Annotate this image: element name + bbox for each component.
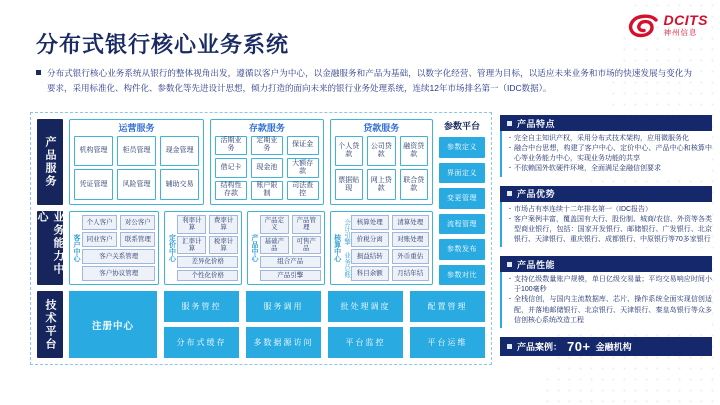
section-header: [500, 115, 712, 131]
feature-bullet: · 完全自主知识产权，采用分布式技术架构，应用微服务化: [508, 134, 712, 144]
section-product-advantages: [500, 186, 712, 248]
center-item: 月结年结: [392, 266, 429, 281]
service-item: 司法查控: [287, 181, 319, 200]
center-item: 个人客户: [82, 215, 117, 230]
tech-item: 配置管理: [410, 291, 485, 322]
center-item: 差异化价格: [177, 256, 238, 267]
center-item: 可售产品: [292, 236, 321, 255]
service-item: 柜员管理: [117, 136, 156, 167]
tech-item: 批处理调度: [328, 291, 403, 322]
section-header: [500, 186, 712, 202]
service-item: 辅助交易: [160, 169, 199, 200]
tech-item: 服务调用: [246, 291, 321, 322]
param-item: 界面定义: [439, 163, 485, 184]
center-item: 同业客户: [82, 232, 117, 247]
section-title: 产品特点: [517, 118, 556, 129]
bullet-square-icon: [507, 191, 512, 196]
center-item: 客户协议管理: [82, 266, 155, 281]
center-item: 客户关系管理: [82, 249, 155, 264]
service-item: 现金管理: [160, 136, 199, 167]
center-item: 清算处理: [392, 215, 429, 230]
param-platform: [439, 119, 485, 285]
center-item: 利率计算: [177, 215, 206, 234]
service-item: 账户限制: [251, 181, 283, 200]
deposit-services-group: [210, 119, 323, 205]
param-item: 参数定义: [439, 137, 485, 158]
center-item: 费率计算: [209, 215, 238, 234]
performance-bullet: · 支持亿级数量账户规模，单日亿级交易量；平均交易响应时间小于100毫秒: [508, 275, 712, 295]
center-item: 产品定义: [260, 215, 289, 234]
param-item: 流程管理: [439, 214, 485, 235]
center-item: 科目余额: [351, 266, 388, 281]
service-item: 活期业务: [215, 136, 247, 155]
intro-paragraph: [36, 66, 692, 96]
center-item: 产品管理: [292, 215, 321, 234]
registry-center-box: 注册中心: [69, 291, 157, 358]
dcits-logo: [626, 13, 709, 44]
accounting-sublabel: 会计引擎: [343, 218, 351, 245]
logo-brand-text: DCITS: [663, 12, 708, 28]
info-panel: [500, 115, 712, 356]
pricing-center: [164, 211, 242, 285]
service-item: 票据贴现: [335, 169, 363, 200]
product-center: [247, 211, 325, 285]
bullet-square-icon: [36, 70, 41, 75]
accounting-sublabel: 业务总账: [343, 251, 351, 278]
service-item: 风险管理: [117, 169, 156, 200]
service-item: 结构性存款: [215, 181, 247, 200]
service-item: 个人贷款: [335, 136, 363, 167]
advantage-bullet: · 市场占有率连续十二年排名第一（IDC报告）: [508, 205, 712, 215]
center-item: 核算处理: [351, 215, 388, 230]
bullet-square-icon: [507, 344, 512, 349]
page-title: 分布式银行核心业务系统: [36, 32, 290, 57]
product-services-row: [69, 119, 433, 205]
section-header: [500, 256, 712, 272]
customer-center: [69, 211, 159, 285]
center-item: 对账处理: [392, 232, 429, 247]
service-item: 定期业务: [251, 136, 283, 155]
center-item: 对公客户: [120, 215, 155, 230]
center-label: 客户中心: [73, 234, 80, 262]
service-item: 现金池: [251, 158, 283, 177]
sidebar-capability-center: 业务能力中心: [37, 211, 63, 285]
cases-suffix: 金融机构: [595, 341, 632, 352]
advantage-bullet: · 客户案例丰富，覆盖国有大行、股份制、城商/农信、外资等各类型商业银行，包括：国家开发银行、邮储银行、广发银行、北京银行、天津银行、重庆银行、成都银行、中原银行等70多家银行: [508, 215, 712, 245]
center-item: 价税分离: [351, 232, 388, 247]
tech-item: 分布式缓存: [164, 327, 239, 358]
center-item: 外币重估: [392, 249, 429, 264]
group-title: 存款服务: [248, 123, 285, 133]
service-item: 借记卡: [215, 158, 247, 177]
logo-subbrand-text: 神州信息: [663, 28, 698, 37]
param-platform-title: 参数平台: [443, 121, 480, 131]
section-product-performance: [500, 256, 712, 328]
feature-bullet: · 融合中台思想，构建了客户中心、定价中心、产品中心和核算中心等业务能力中心，实现业务功能的共享: [508, 144, 712, 164]
tech-item: 平台监控: [328, 327, 403, 358]
feature-bullet: · 不依赖国外软硬件环境，全面满足金融信创要求: [508, 164, 712, 174]
param-item: 参数发布: [439, 239, 485, 260]
tech-item: 多数据源访问: [246, 327, 321, 358]
service-item: 网上贷款: [367, 169, 395, 200]
loan-services-group: [330, 119, 433, 205]
center-item: 损益结转: [351, 249, 388, 264]
center-item: 税率计算: [209, 236, 238, 255]
intro-text: 分布式银行核心业务系统从银行的整体视角出发，遵循以客户为中心，以金融服务和产品为基础，以数字化经营、管理为目标，以适应未来业务和市场的快速发展与变化为要求，采用标准化、构件化、参数化等先进设计思想，倾力打造的面向未来的银行业务处理系统，连续12年市场排名第一（IDC数据）。: [47, 68, 692, 93]
service-item: 保证金: [287, 136, 319, 155]
service-item: 机构管理: [74, 136, 113, 167]
service-item: 联合贷款: [400, 169, 428, 200]
cases-count: 70+: [567, 338, 591, 354]
service-item: 凭证管理: [74, 169, 113, 200]
sidebar-product-services: 产品服务: [37, 119, 63, 205]
center-label: 定价中心: [168, 234, 176, 262]
section-title: 产品性能: [517, 259, 556, 270]
center-label: 核算中心: [333, 234, 341, 262]
section-product-features: [500, 115, 712, 177]
dcits-swirl-icon: [626, 13, 660, 44]
tech-item: 服务管控: [164, 291, 239, 322]
center-label: 产品中心: [251, 234, 259, 262]
service-item: 大额存款: [287, 158, 319, 177]
group-title: 运营服务: [118, 123, 155, 133]
product-cases-bar: [500, 337, 712, 356]
cases-label: 产品案例：: [517, 341, 563, 352]
capability-centers-row: [69, 211, 433, 285]
service-item: 融资贷款: [400, 136, 428, 167]
center-item: 汇率计算: [177, 236, 206, 255]
center-item: 基础产品: [260, 236, 289, 255]
bullet-square-icon: [507, 262, 512, 267]
ops-services-group: [69, 119, 204, 205]
center-item: 个性化价格: [177, 270, 238, 281]
service-item: 公司贷款: [367, 136, 395, 167]
architecture-diagram: [30, 112, 492, 365]
param-item: 参数对比: [439, 265, 485, 286]
performance-bullet: · 全栈信创，与国内主流数据库、芯片、操作系统全面实现信创适配，并落地邮储银行、北京银行、天津银行、秦皇岛银行等众多信创核心系统改造工程: [508, 295, 712, 325]
sidebar-tech-platform: 技术平台: [37, 291, 63, 358]
tech-item: 平台运维: [410, 327, 485, 358]
section-title: 产品优势: [517, 189, 556, 200]
group-title: 贷款服务: [363, 123, 400, 133]
param-item: 变更管理: [439, 188, 485, 209]
center-item: 组合产品: [260, 256, 321, 267]
tech-platform-row: [69, 291, 485, 358]
center-item: 联系管理: [120, 232, 155, 247]
accounting-center: [330, 211, 433, 285]
center-item: 产品引擎: [260, 270, 321, 281]
bullet-square-icon: [507, 121, 512, 126]
